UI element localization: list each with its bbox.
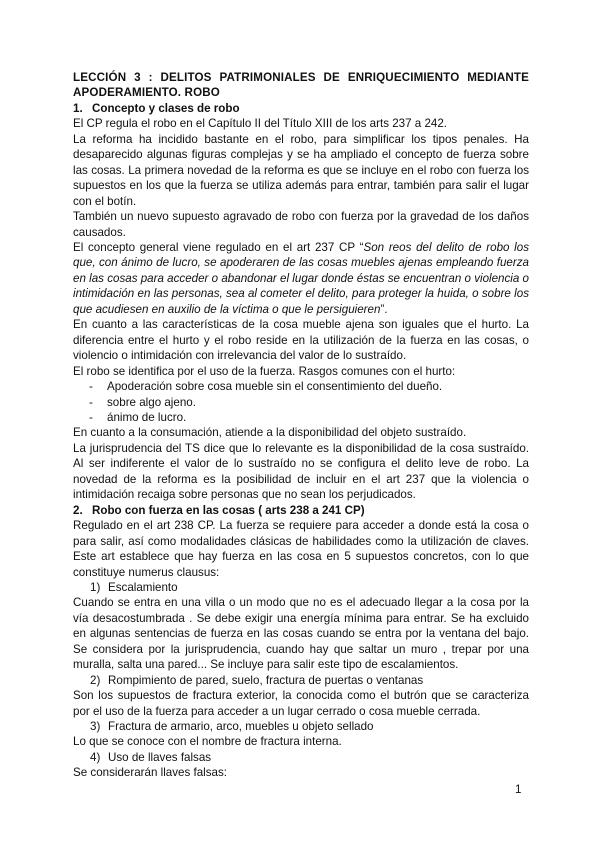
section-number: 2. (73, 503, 83, 517)
section-number: 1. (73, 101, 83, 115)
numbered-item (73, 580, 529, 595)
numbered-item (73, 750, 529, 765)
item-label: Escalamiento (108, 580, 178, 594)
paragraph: También un nuevo supuesto agravado de robo con fuerza por la gravedad de los daños causados. (73, 210, 529, 239)
item-label: Uso de llaves falsas (108, 750, 212, 764)
section-heading-2 (73, 503, 529, 518)
numbered-item (73, 719, 529, 734)
paragraph: Se considerarán llaves falsas: (73, 766, 228, 780)
document-page (73, 70, 529, 781)
paragraph-art-237 (73, 240, 529, 317)
list-item: - Apoderación sobre cosa mueble sin el consentimiento del dueño. (73, 379, 529, 394)
quote-end: ”. (380, 302, 388, 316)
numbered-item (73, 673, 529, 688)
legal-quote: Son reos del delito de robo los que, con ánimo de lucro, se apoderaren de las cosas muebles ajenas empleando fuerza en las cosas para acceder o abandonar el lugar donde éstas se encuentran o violencia o intimidación en las personas, sea al cometer el delito, para proteger la huida, o sobre los que acudiesen en auxilio de la víctima o que le persiguieren (73, 240, 530, 316)
item-label: Rompimiento de pared, suelo, fractura de puertas o ventanas (108, 673, 424, 687)
paragraph: Son los supuestos de fractura exterior, la conocida como el butrón que se caracteriza por el uso de la fuerza para acceder a un lugar cerrado o cosa mueble cerrada. (73, 689, 529, 718)
quote-lead: El concepto general viene regulado en el art 237 CP “ (73, 240, 364, 254)
paragraph: El robo se identifica por el uso de la fuerza. Rasgos comunes con el hurto: (73, 364, 456, 378)
section-heading-1 (73, 101, 529, 116)
paragraph: En cuanto a las características de la cosa mueble ajena son iguales que el hurto. La diferencia entre el hurto y el robo reside en la utilización de la fuerza en las cosas, o violencio o intimidación con irrelevancia del valor de lo sustraído. (73, 318, 529, 363)
item-number: 1) (90, 580, 101, 594)
item-number: 3) (90, 720, 101, 734)
section-heading-text: Robo con fuerza en las cosas ( arts 238 a 241 CP) (92, 503, 365, 517)
item-label: Fractura de armario, arco, muebles u objeto sellado (108, 720, 374, 734)
lesson-title: LECCIÓN 3 : DELITOS PATRIMONIALES DE ENRIQUECIMIENTO MEDIANTE APODERAMIENTO. ROBO (73, 71, 529, 100)
paragraph: La jurisprudencia del TS dice que lo relevante es la disponibilidad de la cosa sustraído. Al ser indiferente el valor de lo sustraído no se configura el delito leve de robo. La novedad de la reforma es la posibilidad de incluir en el art 237 que la violencia o intimidación recaiga sobre personas que no sean los perjudicados. (73, 441, 529, 502)
paragraph: Lo que se conoce con el nombre de fractura interna. (73, 735, 342, 749)
paragraph: El CP regula el robo en el Capítulo II del Título XIII de los arts 237 a 242. (73, 117, 448, 131)
section-heading-text: Concepto y clases de robo (92, 101, 240, 115)
list-item: - sobre algo ajeno. (73, 395, 529, 410)
page-number: 1 (515, 783, 522, 796)
paragraph: Cuando se entra en una villa o un modo que no es el adecuado llegar a la cosa por la vía desacostumbrada . Se debe exigir una energía mínima para entrar. Se ha excluido en algunas sentencias de fuerza en las cosas cuando se entra por la ventana del bajo. Se considera por la jurisprudencia, cuando hay que saltar un muro , trepar por una muralla, salta una pared... Se incluye para salir este tipo de escalamientos. (73, 596, 529, 672)
item-number: 4) (90, 750, 101, 764)
paragraph: Regulado en el art 238 CP. La fuerza se requiere para acceder a donde está la cosa o para salir, así como modalidades clásicas de habilidades como la utilización de claves. Este art establece que hay fuerza en las cosa en 5 supuestos concretos, con lo que constituye numerus clausus: (73, 519, 529, 579)
paragraph: En cuanto a la consumación, atiende a la disponibilidad del objeto sustraído. (73, 426, 467, 440)
list-item: - ánimo de lucro. (73, 410, 529, 425)
paragraph: La reforma ha incidido bastante en el robo, para simplificar los tipos penales. Ha desaparecido algunas figuras complejas y se ha ampliado el concepto de fuerza sobre las cosas. La primera novedad de la reforma es que se incluye en el robo con fuerza los supuestos en los que la fuerza se utiliza además para entrar, también para salir el lugar con el botín. (73, 132, 529, 208)
item-number: 2) (90, 673, 101, 687)
